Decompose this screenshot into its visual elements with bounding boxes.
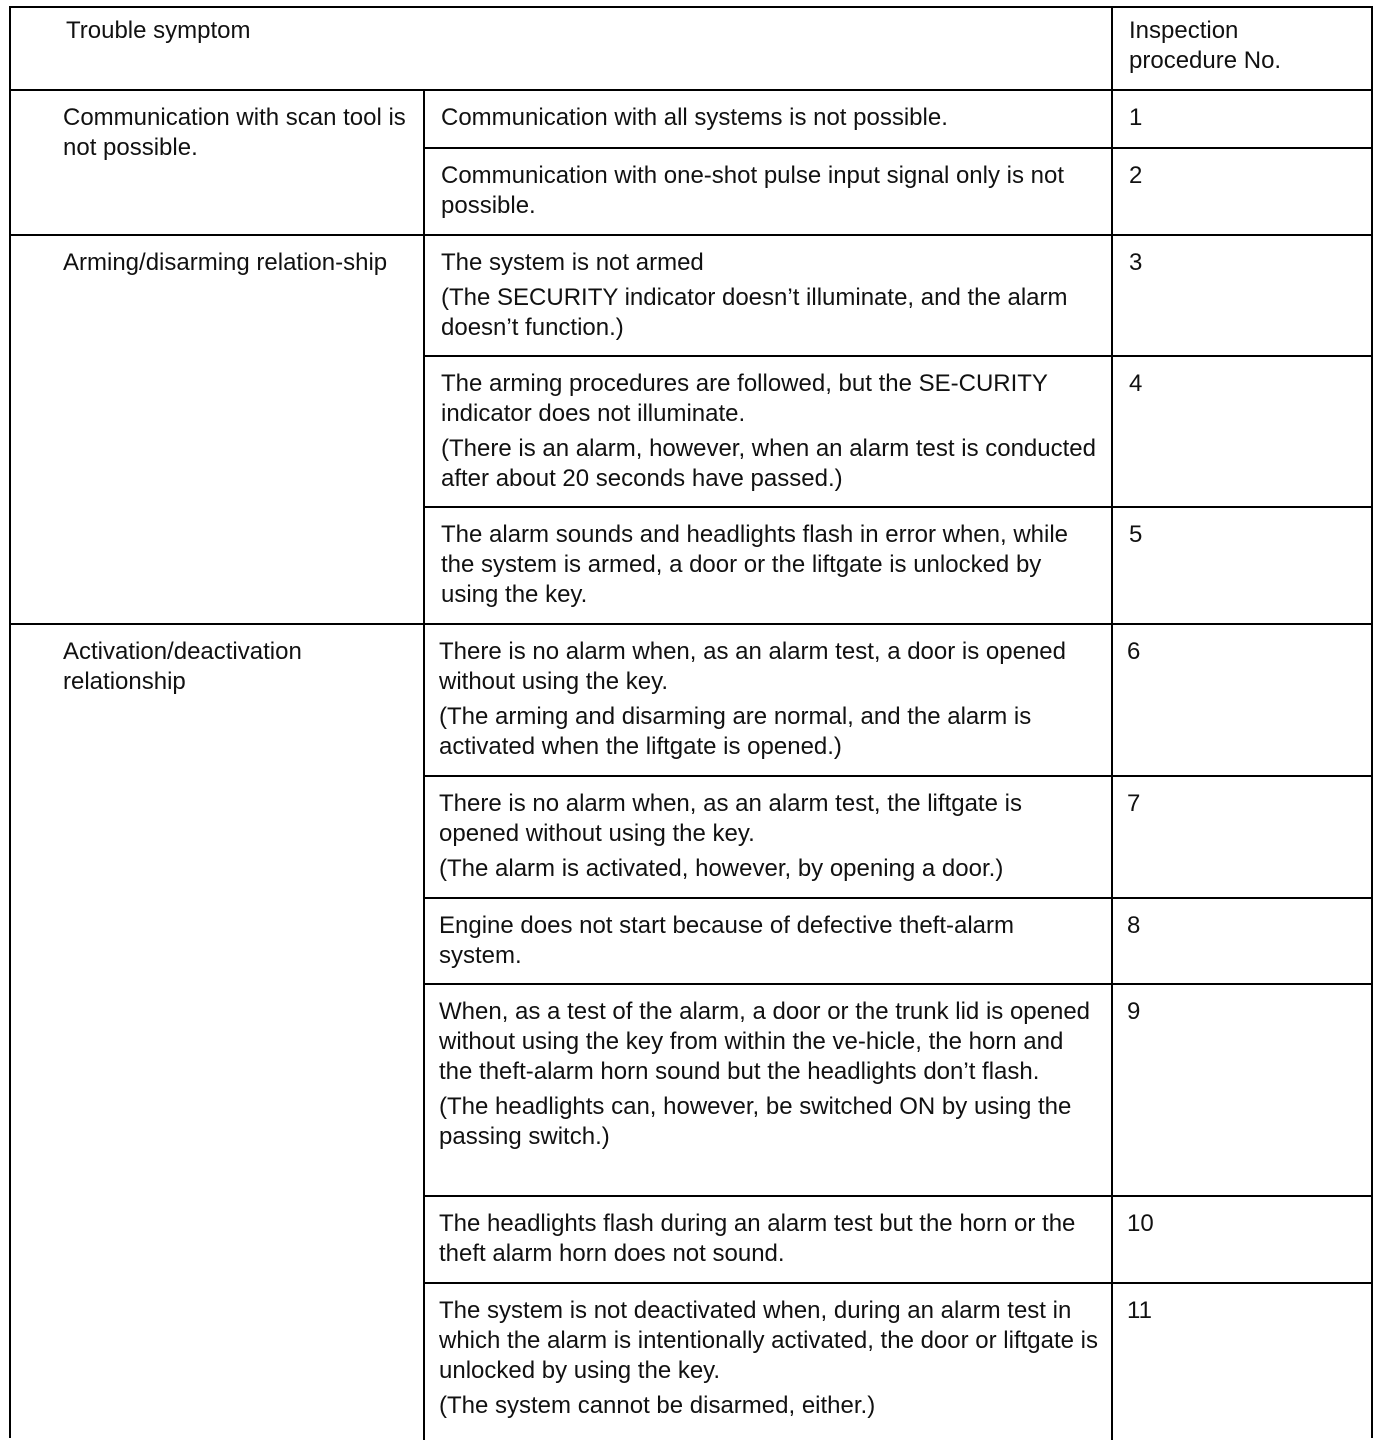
symptom-cell: Engine does not start because of defective theft-alarm system. <box>439 912 1015 969</box>
header-divider <box>11 89 1373 91</box>
column-divider-procedure <box>1111 8 1113 1440</box>
symptom-cell: Communication with one-shot pulse input signal only is not possible. <box>441 162 1065 219</box>
symptom-cell: The arming procedures are followed, but the SE-CURITY indicator does not illuminate. (There is an alarm, however, when an alarm test is conducted after about 20 seconds have passed.) <box>441 370 1096 492</box>
symptom-cell: The system is not deactivated when, during an alarm test in which the alarm is intentionally activated, the door or liftgate is unlocked by using the key. (The system cannot be disarmed, either.) <box>439 1297 1099 1419</box>
symptom-cell: The alarm sounds and headlights flash in error when, while the system is armed, a door or the liftgate is unlocked by using the key. <box>441 521 1069 608</box>
symptom-cell: There is no alarm when, as an alarm test, the liftgate is opened without using the key. (The alarm is activated, however, by opening a door.) <box>439 790 1022 882</box>
row-divider <box>425 775 1373 777</box>
trouble-symptom-table <box>9 6 1373 1438</box>
procedure-number: 5 <box>1129 521 1143 548</box>
group-divider <box>11 623 1373 625</box>
procedure-number: 6 <box>1127 638 1141 665</box>
symptom-cell: The system is not armed (The SECURITY indicator doesn’t illuminate, and the alarm doesn’t function.) <box>441 249 1068 341</box>
procedure-number: 1 <box>1129 104 1143 131</box>
row-divider <box>425 1282 1373 1284</box>
category-communication: Communication with scan tool is not possible. <box>63 104 406 161</box>
group-divider <box>11 234 1373 236</box>
procedure-number: 11 <box>1127 1297 1152 1324</box>
row-divider <box>425 506 1373 508</box>
row-divider <box>425 355 1373 357</box>
column-divider-symptom <box>423 90 425 1440</box>
row-divider <box>425 897 1373 899</box>
category-arming-disarming: Arming/disarming relation-ship <box>63 249 388 276</box>
procedure-number: 8 <box>1127 912 1141 939</box>
row-divider <box>425 1195 1373 1197</box>
header-inspection-procedure: Inspection procedure No. <box>1129 17 1282 74</box>
procedure-number: 9 <box>1127 998 1141 1025</box>
header-trouble-symptom: Trouble symptom <box>66 17 251 44</box>
procedure-number: 2 <box>1129 162 1143 189</box>
procedure-number: 4 <box>1129 370 1143 397</box>
symptom-cell: Communication with all systems is not possible. <box>441 104 948 131</box>
row-divider <box>425 983 1373 985</box>
symptom-cell: When, as a test of the alarm, a door or the trunk lid is opened without using the key from within the ve-hicle, the horn and the theft-alarm horn sound but the headlights don’t flash. (The headlights can, however, be switched ON by using the passing switch.) <box>439 998 1091 1150</box>
procedure-number: 3 <box>1129 249 1143 276</box>
symptom-cell: There is no alarm when, as an alarm test, a door is opened without using the key. (The arming and disarming are normal, and the alarm is activated when the liftgate is opened.) <box>439 638 1066 760</box>
procedure-number: 7 <box>1127 790 1141 817</box>
row-divider <box>425 147 1373 149</box>
symptom-cell: The headlights flash during an alarm test but the horn or the theft alarm horn does not sound. <box>439 1210 1076 1267</box>
procedure-number: 10 <box>1127 1210 1154 1237</box>
category-activation-deactivation: Activation/deactivation relationship <box>63 638 302 695</box>
